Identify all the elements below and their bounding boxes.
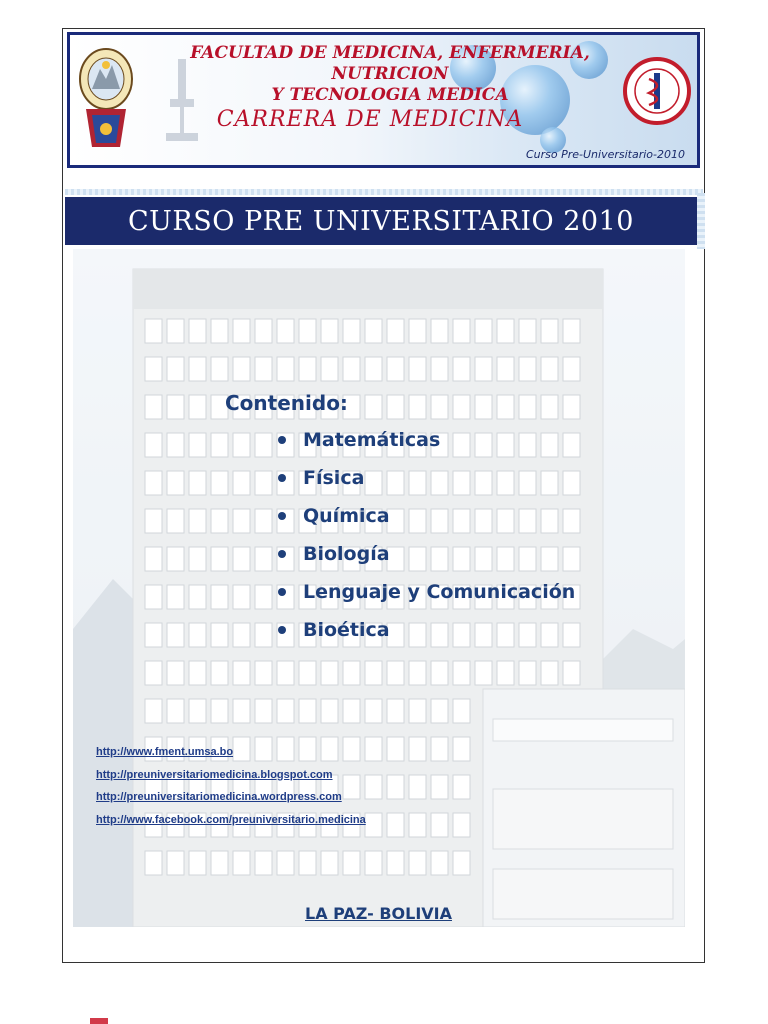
link-facebook[interactable]: http://www.facebook.com/preuniversitario.medicina [96, 813, 366, 826]
bullet-icon [278, 550, 286, 558]
career-title: CARRERA DE MEDICINA [216, 107, 524, 132]
list-item [275, 421, 575, 459]
list-item [275, 459, 575, 497]
bullet-icon [278, 436, 286, 444]
list-item [275, 535, 575, 573]
links-section [96, 741, 366, 831]
course-title-bar [65, 197, 697, 245]
list-item-label: Química [303, 505, 390, 527]
page-corner-mark [90, 1018, 108, 1024]
contents-list [225, 421, 575, 649]
bullet-icon [278, 474, 286, 482]
course-title: CURSO PRE UNIVERSITARIO 2010 [128, 205, 634, 237]
bullet-icon [278, 588, 286, 596]
contents-heading: Contenido: [225, 391, 348, 415]
location-label: LA PAZ- BOLIVIA [305, 904, 452, 923]
decorative-strip-edge [697, 193, 705, 249]
bullet-icon [278, 626, 286, 634]
faculty-title-line1: FACULTAD DE MEDICINA, ENFERMERIA, NUTRICION [190, 43, 590, 84]
list-item-label: Física [303, 467, 365, 489]
header-banner [67, 32, 700, 168]
list-item-label: Lenguaje y Comunicación [303, 581, 576, 603]
university-seal-icon [78, 43, 134, 151]
list-item [275, 611, 575, 649]
list-item [275, 573, 575, 611]
bullet-icon [278, 512, 286, 520]
decorative-strip [65, 189, 703, 195]
faculty-title [130, 43, 650, 106]
list-item-label: Matemáticas [303, 429, 441, 451]
document-page [62, 28, 705, 963]
link-wordpress[interactable]: http://preuniversitariomedicina.wordpress.com [96, 791, 342, 803]
list-item [275, 497, 575, 535]
list-item-label: Biología [303, 543, 390, 565]
list-item-label: Bioética [303, 619, 390, 641]
contents-section [225, 391, 575, 649]
link-blogspot[interactable]: http://preuniversitariomedicina.blogspot.com [96, 768, 333, 781]
link-fment[interactable]: http://www.fment.umsa.bo [96, 746, 234, 758]
faculty-title-line2: Y TECNOLOGIA MEDICA [271, 85, 509, 105]
course-tag: Curso Pre-Universitario-2010 [525, 148, 685, 161]
